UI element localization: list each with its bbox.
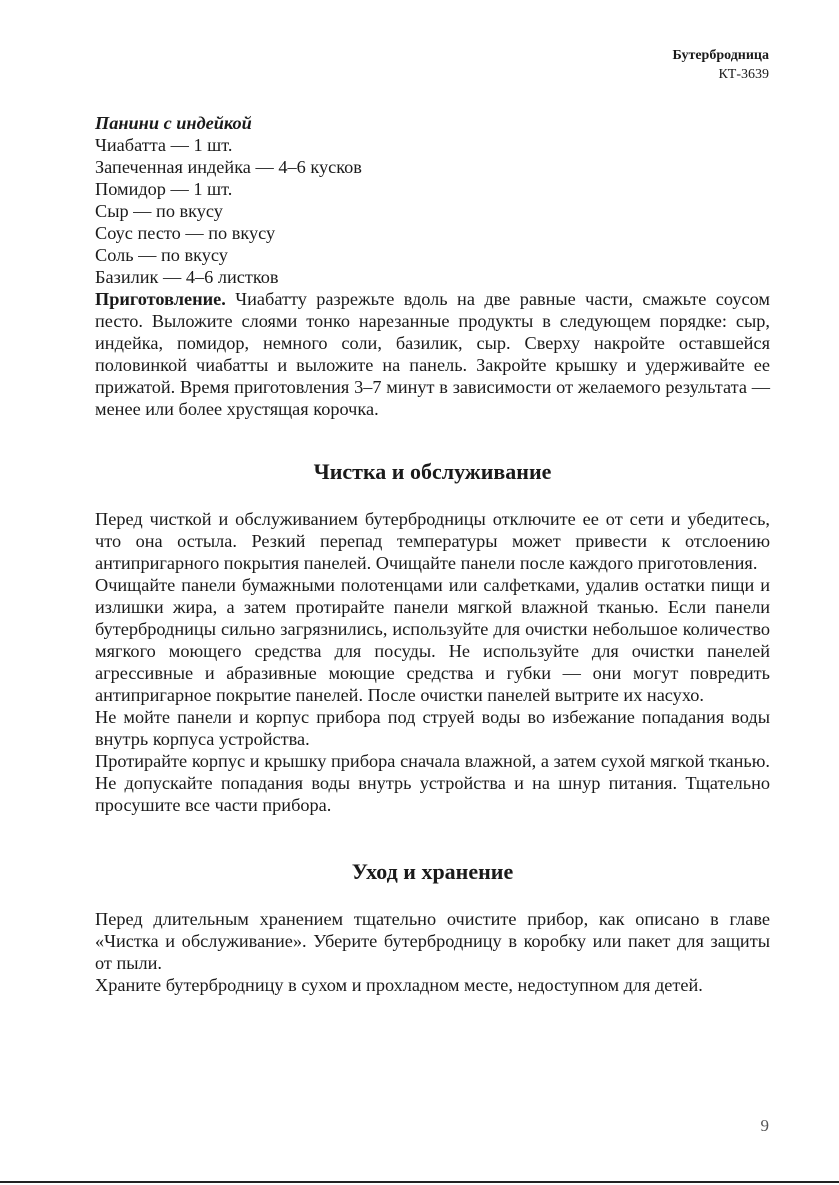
storage-paragraph: Перед длительным хранением тщательно очистите прибор, как описано в главе «Чистка и обслуживание». Уберите бутербродницу в коробку или пакет для защиты от пыли. (95, 909, 770, 973)
bottom-divider (0, 1181, 839, 1183)
page-content (95, 112, 770, 996)
cleaning-paragraph: Протирайте корпус и крышку прибора сначала влажной, а затем сухой мягкой тканью. Не допускайте попадания воды внутрь устройства и на шнур питания. Тщательно просушите все части прибора. (95, 751, 770, 815)
ingredient-item: Соль — по вкусу (95, 245, 228, 265)
ingredient-item: Помидор — 1 шт. (95, 179, 233, 199)
ingredient-item: Сыр — по вкусу (95, 201, 223, 221)
section-title-storage: Уход и хранение (351, 859, 514, 884)
recipe-preparation (95, 288, 770, 420)
cleaning-paragraph: Очищайте панели бумажными полотенцами или салфетками, удалив остатки пищи и излишки жира, а затем протирайте панели мягкой влажной тканью. Если панели бутербродницы сильно загрязнились, используйте для очистки небольшое количество мягкого моющего средства для посуды. Не используйте для очистки панелей агрессивные и абразивные моющие средства и губки — они могут повредить антипригарное покрытие панелей. После очистки панелей вытрите их насухо. (95, 575, 770, 705)
ingredient-item: Чиабатта — 1 шт. (95, 135, 233, 155)
product-model: КТ-3639 (718, 67, 769, 82)
preparation-label: Приготовление. (95, 289, 226, 309)
product-name: Бутербродница (672, 48, 769, 63)
ingredient-item: Запеченная индейка — 4–6 кусков (95, 157, 362, 177)
ingredient-list (95, 134, 770, 288)
section-title-cleaning: Чистка и обслуживание (313, 459, 552, 484)
ingredient-item: Соус песто — по вкусу (95, 223, 276, 243)
page-number: 9 (760, 1116, 769, 1135)
cleaning-paragraph: Перед чисткой и обслуживанием бутербродницы отключите ее от сети и убедитесь, что она остыла. Резкий перепад температуры может привести к отслоению антипригарного покрытия панелей. Очищайте панели после каждого приготовления. (95, 509, 770, 573)
storage-paragraph: Храните бутербродницу в сухом и прохладном месте, недоступном для детей. (95, 975, 703, 995)
recipe-title: Панини с индейкой (95, 113, 252, 133)
preparation-text: Чиабатту разрежьте вдоль на две равные части, смажьте соусом песто. Выложите слоями тонко нарезанные продукты в следующем порядке: сыр, индейка, помидор, немного соли, базилик, сыр. Сверху накройте оставшейся половинкой чиабатты и выложите на панель. Закройте крышку и удерживайте ее прижатой. Время приготовления 3–7 минут в зависимости от желаемого результата — менее или более хрустящая корочка. (95, 289, 770, 419)
ingredient-item: Базилик — 4–6 листков (95, 267, 279, 287)
cleaning-paragraph: Не мойте панели и корпус прибора под струей воды во избежание попадания воды внутрь корпуса устройства. (95, 707, 770, 749)
page-header (673, 46, 769, 84)
